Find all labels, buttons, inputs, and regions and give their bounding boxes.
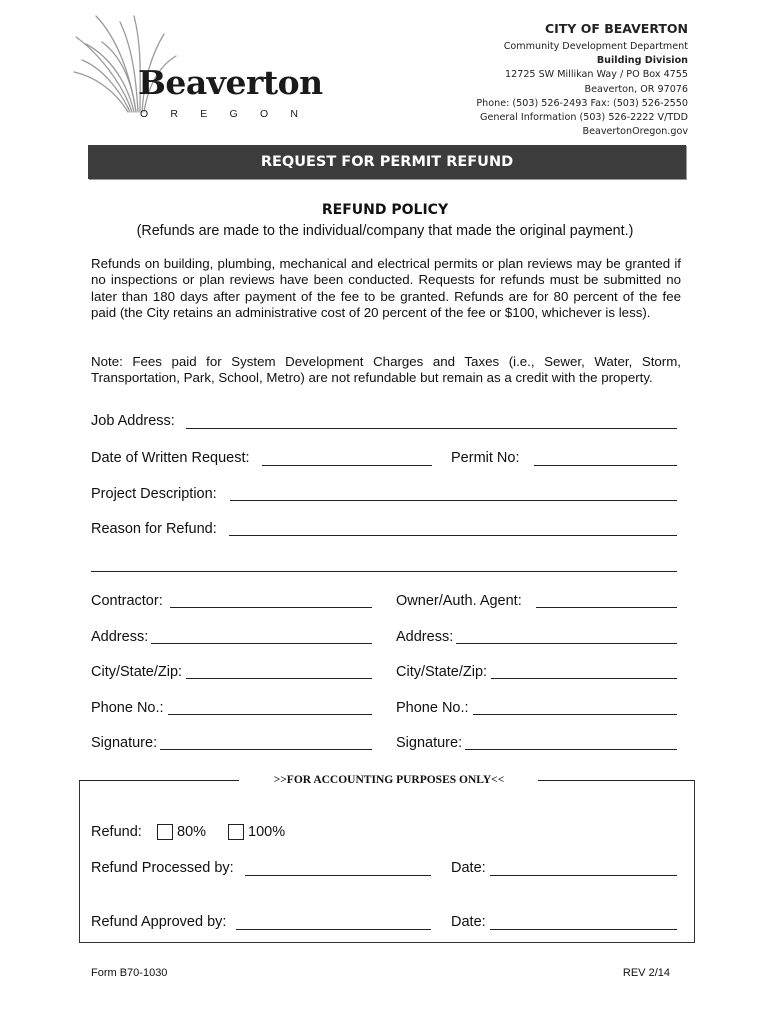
logo-letter: O <box>259 108 269 120</box>
logo-letter: O <box>140 108 149 120</box>
logo-oregon-letters <box>140 108 298 120</box>
refund-80-label: 80% <box>177 824 207 840</box>
contractor-signature-label: Signature: <box>91 735 158 751</box>
website-link[interactable]: BeavertonOregon.gov <box>582 126 688 138</box>
processed-date-field[interactable] <box>490 875 677 876</box>
logo-letter: R <box>170 108 179 120</box>
policy-subheading: (Refunds are made to the individual/company that made the original payment.) <box>136 223 634 239</box>
contractor-city-label: City/State/Zip: <box>91 664 183 680</box>
form-number: Form B70-1030 <box>91 967 168 979</box>
owner-label: Owner/Auth. Agent: <box>396 593 522 609</box>
date-request-label: Date of Written Request: <box>91 450 250 466</box>
reason-field-line-2[interactable] <box>91 571 677 572</box>
project-description-label: Project Description: <box>91 486 217 502</box>
owner-phone-field[interactable] <box>473 714 677 715</box>
reason-field[interactable] <box>229 535 677 536</box>
street-address: 12725 SW Millikan Way / PO Box 4755 <box>505 69 688 81</box>
approved-date-field[interactable] <box>490 929 677 930</box>
form-title-bar: REQUEST FOR PERMIT REFUND <box>88 145 686 179</box>
processed-by-label: Refund Processed by: <box>91 860 234 876</box>
logo-letter: N <box>290 108 298 120</box>
accounting-box-top-right <box>538 780 694 781</box>
accounting-box-top-left <box>79 780 239 781</box>
contractor-field[interactable] <box>170 607 372 608</box>
owner-field[interactable] <box>536 607 677 608</box>
contractor-city-field[interactable] <box>186 678 372 679</box>
general-info: General Information (503) 526-2222 V/TDD <box>480 112 688 124</box>
refund-label: Refund: <box>91 824 142 840</box>
approved-by-label: Refund Approved by: <box>91 914 227 930</box>
logo-letter: G <box>229 108 238 120</box>
owner-address-field[interactable] <box>456 643 677 644</box>
refund-80-checkbox[interactable] <box>157 824 173 840</box>
policy-paragraph: Refunds on building, plumbing, mechanical and electrical permits or plan reviews may be granted if no inspections or plan reviews have been conducted. Requests for refunds must be submitted no later than 180 days after payment of the fee to be granted. Refunds are for 80 percent of the fee paid (the City retains an administrative cost of 20 percent of the fee or $100, whichever is less). <box>91 256 681 320</box>
refund-100-checkbox[interactable] <box>228 824 244 840</box>
approved-date-label: Date: <box>451 914 486 930</box>
job-address-label: Job Address: <box>91 413 175 429</box>
department-name: Community Development Department <box>503 41 688 52</box>
job-address-field[interactable] <box>186 428 677 429</box>
accounting-title: >>FOR ACCOUNTING PURPOSES ONLY<< <box>273 774 505 786</box>
logo-letter: E <box>200 108 208 120</box>
division-name: Building Division <box>596 55 688 67</box>
contractor-signature-field[interactable] <box>160 749 372 750</box>
logo-wordmark: Beaverton <box>138 63 323 102</box>
processed-date-label: Date: <box>451 860 486 876</box>
contractor-label: Contractor: <box>91 593 163 609</box>
reason-label: Reason for Refund: <box>91 521 217 537</box>
project-description-field[interactable] <box>230 500 677 501</box>
city-name: CITY OF BEAVERTON <box>544 21 688 36</box>
contractor-phone-field[interactable] <box>168 714 372 715</box>
phone-fax: Phone: (503) 526-2493 Fax: (503) 526-2550 <box>476 97 688 109</box>
owner-address-label: Address: <box>396 629 454 645</box>
refund-100-label: 100% <box>248 824 286 840</box>
contractor-address-label: Address: <box>91 629 149 645</box>
contractor-address-field[interactable] <box>151 643 372 644</box>
contact-block <box>476 20 688 139</box>
approved-by-field[interactable] <box>236 929 431 930</box>
processed-by-field[interactable] <box>245 875 431 876</box>
owner-city-field[interactable] <box>491 678 677 679</box>
policy-heading: REFUND POLICY <box>321 202 449 218</box>
owner-signature-field[interactable] <box>465 749 677 750</box>
policy-note: Note: Fees paid for System Development Charges and Taxes (i.e., Sewer, Water, Storm, Transportation, Park, School, Metro) are not refundable but remain as a credit with the property. <box>91 354 681 386</box>
city-state-zip-text: Beaverton, OR 97076 <box>584 83 688 95</box>
contractor-phone-label: Phone No.: <box>91 700 164 716</box>
owner-phone-label: Phone No.: <box>396 700 469 716</box>
permit-no-label: Permit No: <box>451 450 520 466</box>
owner-city-label: City/State/Zip: <box>396 664 488 680</box>
date-request-field[interactable] <box>262 465 432 466</box>
permit-no-field[interactable] <box>534 465 677 466</box>
owner-signature-label: Signature: <box>396 735 463 751</box>
revision-label: REV 2/14 <box>622 967 670 979</box>
